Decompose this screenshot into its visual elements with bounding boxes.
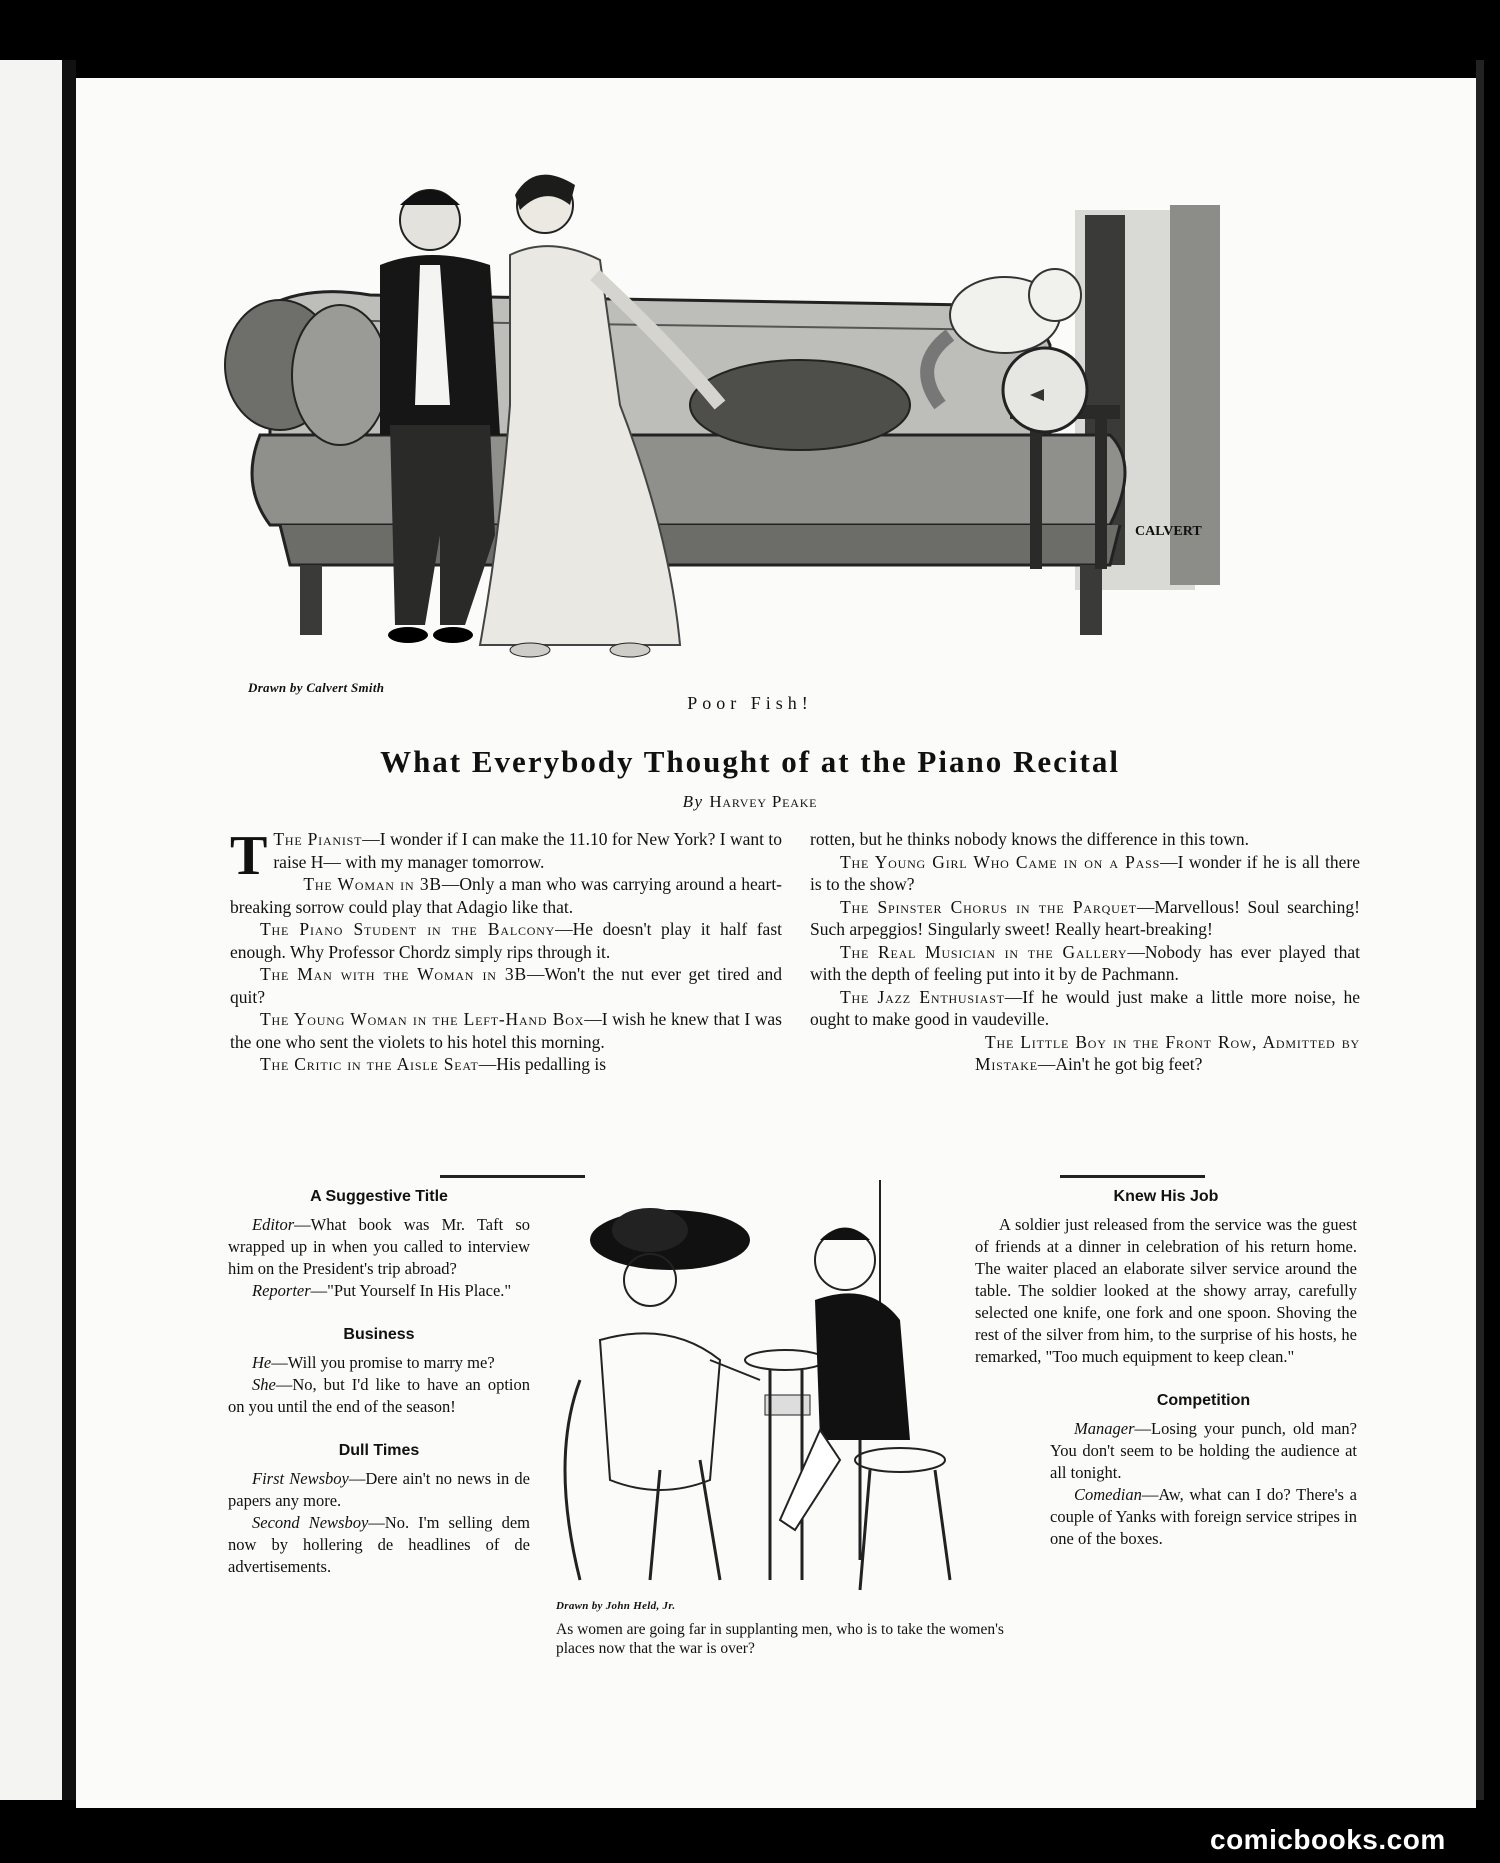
- joke-text: —Will you promise to marry me?: [271, 1353, 495, 1372]
- joke-title: Dull Times: [338, 1442, 420, 1459]
- joke-line: [1050, 1418, 1357, 1484]
- joke-text: —No, but I'd like to have an option on you until the end of the season!: [228, 1375, 530, 1416]
- joke-text: —Dere ain't no news in de papers any more.: [228, 1469, 530, 1510]
- article-paragraph: [230, 873, 782, 918]
- speaker-text: —Only a man who was carrying around a heart-breaking sorrow could play that Adagio like that.: [230, 874, 783, 917]
- article-paragraph: [975, 1031, 1360, 1076]
- section-rule: [1060, 1175, 1205, 1178]
- article-headline: What Everybody Thought of at the Piano Recital: [380, 744, 1120, 779]
- joke-speaker: She: [252, 1375, 276, 1394]
- speaker-text: —Won't the nut ever get tired and quit?: [230, 964, 782, 1007]
- joke-line: [228, 1214, 530, 1280]
- speaker-label: The Critic in the Aisle Seat: [260, 1054, 479, 1074]
- article-left-column: [230, 825, 783, 1076]
- top-illustration-credit: Drawn by Calvert Smith: [248, 680, 385, 695]
- speaker-text: —Marvellous! Soul searching! Such arpeggios! Singularly sweet! Really heart-breaking!: [810, 896, 1360, 939]
- joke-dull-times: [228, 1440, 530, 1578]
- mid-illustration-caption: As women are going far in supplanting men, who is to take the women's places now that the war is over?: [556, 1621, 1004, 1657]
- jokes-left-column: [228, 1186, 530, 1600]
- speaker-text: —I wish he knew that I was the one who sent the violets to his hotel this morning.: [230, 1009, 782, 1052]
- joke-line: [1050, 1484, 1357, 1550]
- binding-shadow: [62, 60, 76, 1800]
- speaker-label: The Little Boy in the Front Row, Admitted by Mistake: [975, 1031, 1360, 1074]
- speaker-label: The Spinster Chorus in the Parquet: [840, 896, 1137, 917]
- article-paragraph: [810, 986, 1360, 1031]
- speaker-label: The Woman in 3B: [303, 874, 442, 894]
- article-right-column: [810, 828, 1360, 1076]
- speaker-text: —He doesn't play it half fast enough. Why Professor Chordz simply rips through it.: [230, 919, 782, 962]
- joke-speaker: Editor: [252, 1215, 295, 1234]
- drop-cap: T: [230, 825, 268, 887]
- joke-title: Knew His Job: [1113, 1188, 1219, 1205]
- artist-signature: CALVERT: [1135, 524, 1202, 539]
- joke-speaker: First Newsboy: [252, 1469, 349, 1488]
- speaker-label: The Real Musician in the Gallery: [840, 941, 1128, 962]
- article-paragraph: [810, 851, 1360, 896]
- joke-text: —Losing your punch, old man? You don't seem to be holding the audience at all tonight.: [1050, 1419, 1357, 1482]
- speaker-text: —His pedalling is: [478, 1054, 607, 1074]
- joke-line: [228, 1280, 530, 1302]
- joke-knew-his-job: [975, 1186, 1357, 1368]
- joke-text: —Aw, what can I do? There's a couple of Yanks with foreign service stripes in one of the boxes.: [1050, 1485, 1357, 1548]
- speaker-text: —If he would just make a little more noise, he ought to make good in vaudeville.: [810, 986, 1360, 1029]
- article-paragraph: [230, 1053, 782, 1076]
- speaker-text: —Nobody has ever played that with the depth of feeling put into it by de Pachmann.: [810, 941, 1360, 984]
- joke-line: [228, 1468, 530, 1512]
- joke-speaker: He: [252, 1353, 272, 1372]
- joke-competition: [1050, 1390, 1357, 1550]
- joke-speaker: Reporter: [252, 1281, 311, 1300]
- speaker-label: The Pianist: [273, 829, 363, 849]
- section-rule: [440, 1175, 585, 1178]
- article-byline: [0, 792, 1500, 812]
- jokes-right-column: [975, 1186, 1357, 1572]
- joke-line: [228, 1352, 530, 1374]
- speaker-label: The Jazz Enthusiast: [840, 986, 1005, 1007]
- joke-text: —No. I'm selling dem now by hollering de headlines of de advertisements.: [228, 1513, 530, 1576]
- article-paragraph: [230, 963, 782, 1008]
- sofa-couple-illustration: [150, 105, 1230, 685]
- joke-speaker: Manager: [1074, 1419, 1135, 1438]
- joke-speaker: Comedian: [1074, 1485, 1142, 1504]
- joke-speaker: Second Newsboy: [252, 1513, 369, 1532]
- speaker-label: The Young Woman in the Left-Hand Box: [260, 1009, 585, 1029]
- article-paragraph: [230, 918, 782, 963]
- joke-title: Competition: [1156, 1392, 1251, 1409]
- byline-author: Harvey Peake: [709, 792, 818, 811]
- joke-text: —"Put Yourself In His Place.": [310, 1281, 512, 1300]
- top-illustration-caption: Poor Fish!: [687, 693, 813, 713]
- joke-line: [228, 1374, 530, 1418]
- right-page-edge: [1476, 60, 1484, 1800]
- mid-illustration-credit: Drawn by John Held, Jr.: [556, 1600, 676, 1612]
- joke-line: A soldier just released from the service was the guest of friends at a dinner in celebration of his return home. The waiter placed an elaborate silver service around the table. The soldier looked at the showy array, carefully selected one knife, one fork and one spoon. Shoving the rest of the silver from him, to the surprise of his hosts, he remarked, "Too much equipment to keep clean.": [975, 1215, 1357, 1366]
- speaker-label: The Piano Student in the Balcony: [260, 919, 556, 939]
- joke-business: [228, 1324, 530, 1418]
- speaker-text: —I wonder if I can make the 11.10 for New York? I want to raise H— with my manager tomorrow.: [273, 829, 783, 872]
- left-page-edge: [0, 60, 62, 1800]
- byline-by: By: [682, 792, 704, 811]
- joke-title: Business: [343, 1326, 415, 1343]
- cafe-couple-illustration: [540, 1180, 1040, 1610]
- article-paragraph: [810, 896, 1360, 941]
- site-watermark: comicbooks.com: [1210, 1824, 1446, 1855]
- joke-line: [228, 1512, 530, 1578]
- speaker-text: —Ain't he got big feet?: [1037, 1054, 1203, 1074]
- article-paragraph: [810, 941, 1360, 986]
- speaker-label: The Young Girl Who Came in on a Pass: [840, 851, 1161, 872]
- joke-title: A Suggestive Title: [310, 1188, 448, 1205]
- speaker-text: —I wonder if he is all there is to the show?: [810, 851, 1360, 894]
- speaker-label: The Man with the Woman in 3B: [260, 964, 527, 984]
- joke-suggestive-title: [228, 1186, 530, 1302]
- joke-text: —What book was Mr. Taft so wrapped up in when you called to interview him on the President's trip abroad?: [228, 1215, 530, 1278]
- article-paragraph: [230, 1008, 782, 1053]
- article-paragraph: rotten, but he thinks nobody knows the difference in this town.: [810, 829, 1250, 849]
